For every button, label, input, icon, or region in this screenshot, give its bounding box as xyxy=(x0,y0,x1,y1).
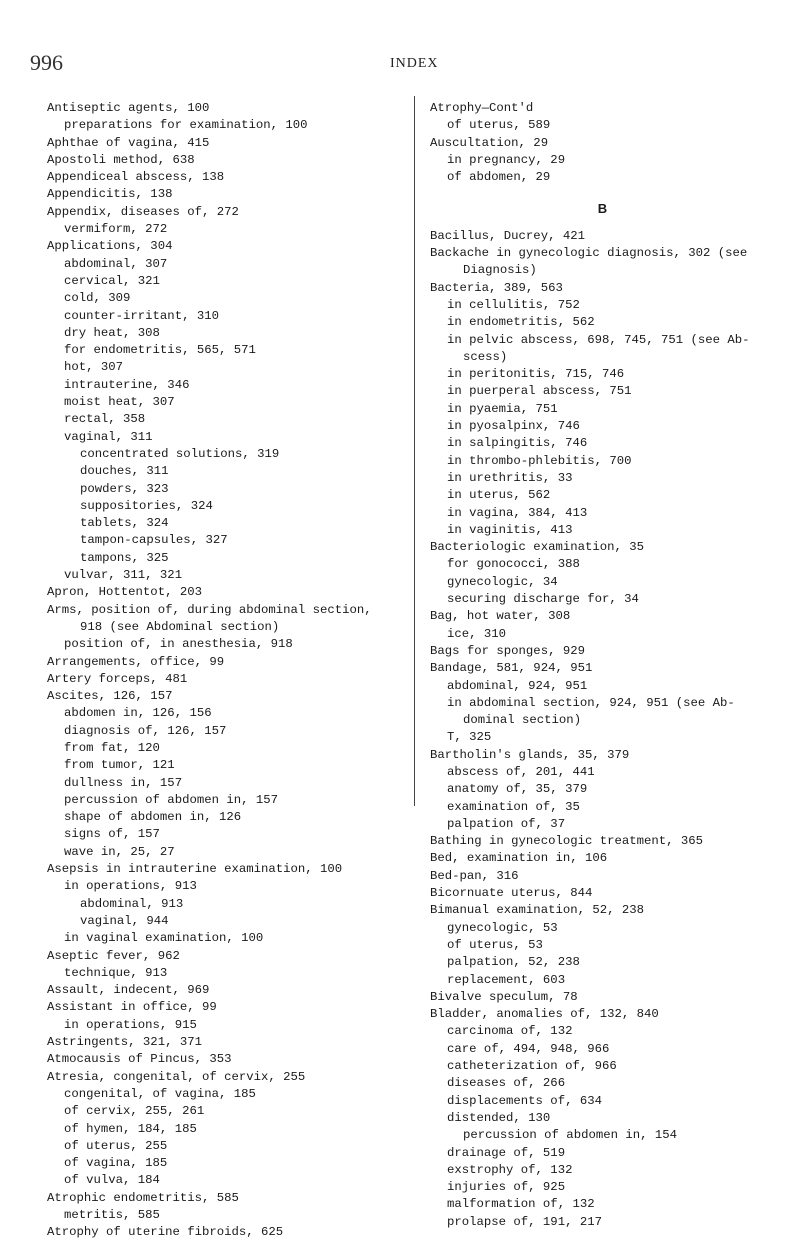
index-entry: Bacillus, Ducrey, 421 xyxy=(430,228,585,243)
index-entry: Bags for sponges, 929 xyxy=(430,643,585,658)
index-subentry: of vagina, 185 xyxy=(64,1156,168,1171)
index-subentry: palpation of, 37 xyxy=(447,816,566,831)
index-subentry: in thrombo-phlebitis, 700 xyxy=(447,453,632,468)
index-subentry: from tumor, 121 xyxy=(64,758,175,773)
index-entry: Bag, hot water, 308 xyxy=(430,609,571,624)
index-subentry: dullness in, 157 xyxy=(64,775,183,790)
index-subentry: dominal section) xyxy=(463,713,582,728)
index-subentry: drainage of, 519 xyxy=(447,1145,566,1160)
index-subentry: in pyosalpinx, 746 xyxy=(447,419,580,434)
index-subentry: in puerperal abscess, 751 xyxy=(447,384,632,399)
index-subentry: in salpingitis, 746 xyxy=(447,436,588,451)
index-subentry: dry heat, 308 xyxy=(64,325,160,340)
index-entry: Atrophy—Cont'd xyxy=(430,101,534,115)
index-subentry: of uterus, 589 xyxy=(447,118,551,133)
index-subentry: Diagnosis) xyxy=(463,263,537,278)
index-entry: Bacteriologic examination, 35 xyxy=(430,540,645,555)
index-subentry: distended, 130 xyxy=(447,1110,551,1125)
index-subentry: in pyaemia, 751 xyxy=(447,401,558,416)
index-entry: Apostoli method, 638 xyxy=(47,152,195,167)
index-subentry: cold, 309 xyxy=(64,291,131,306)
index-subentry: in pregnancy, 29 xyxy=(447,152,566,167)
index-entry: Astringents, 321, 371 xyxy=(47,1035,202,1050)
index-subentry: injuries of, 925 xyxy=(447,1180,566,1195)
index-entry: Assistant in office, 99 xyxy=(47,1000,217,1015)
index-entry: Artery forceps, 481 xyxy=(47,671,188,686)
index-subentry: replacement, 603 xyxy=(447,972,566,987)
index-entry: Applications, 304 xyxy=(47,239,173,254)
index-subentry: abdomen in, 126, 156 xyxy=(64,706,212,721)
index-subentry: anatomy of, 35, 379 xyxy=(447,782,588,797)
index-subentry: in operations, 915 xyxy=(64,1017,197,1032)
index-subentry: palpation, 52, 238 xyxy=(447,955,580,970)
index-subentry: abdominal, 307 xyxy=(64,256,168,271)
index-subentry: suppositories, 324 xyxy=(80,498,213,513)
index-subentry: percussion of abdomen in, 154 xyxy=(463,1128,678,1143)
index-entry: Appendix, diseases of, 272 xyxy=(47,204,239,219)
index-subentry: douches, 311 xyxy=(80,464,169,479)
index-subentry: of uterus, 255 xyxy=(64,1138,168,1153)
index-subentry: prolapse of, 191, 217 xyxy=(447,1214,602,1229)
index-entry: Bandage, 581, 924, 951 xyxy=(430,661,593,676)
index-subentry: in peritonitis, 715, 746 xyxy=(447,367,625,382)
index-subentry: tampon-capsules, 327 xyxy=(80,533,228,548)
index-subentry: hot, 307 xyxy=(64,360,124,375)
index-entry: Bimanual examination, 52, 238 xyxy=(430,903,645,918)
index-subentry: powders, 323 xyxy=(80,481,169,496)
index-subentry: ice, 310 xyxy=(447,626,507,641)
index-entry: Bacteria, 389, 563 xyxy=(430,280,563,295)
index-subentry: in abdominal section, 924, 951 (see Ab- xyxy=(447,695,735,710)
index-entry: Bed, examination in, 106 xyxy=(430,851,608,866)
index-entry: Bicornuate uterus, 844 xyxy=(430,886,593,901)
index-subentry: care of, 494, 948, 966 xyxy=(447,1041,610,1056)
index-subentry: abdominal, 913 xyxy=(80,896,184,911)
index-entry: Bartholin's glands, 35, 379 xyxy=(430,747,630,762)
index-subentry: shape of abdomen in, 126 xyxy=(64,810,242,825)
running-head: INDEX xyxy=(390,56,439,71)
index-subentry: vaginal, 944 xyxy=(80,913,169,928)
index-subentry: securing discharge for, 34 xyxy=(447,592,639,607)
index-subentry: signs of, 157 xyxy=(64,827,160,842)
index-subentry: technique, 913 xyxy=(64,965,168,980)
column-divider xyxy=(414,96,415,806)
index-subentry: abdominal, 924, 951 xyxy=(447,678,588,693)
index-subentry: percussion of abdomen in, 157 xyxy=(64,792,279,807)
index-entry: Aphthae of vagina, 415 xyxy=(47,135,210,150)
index-column-left xyxy=(47,100,402,1242)
index-entry: Antiseptic agents, 100 xyxy=(47,101,210,115)
index-entry: Bed-pan, 316 xyxy=(430,868,519,883)
index-subentry: diseases of, 266 xyxy=(447,1076,566,1091)
index-subentry: for endometritis, 565, 571 xyxy=(64,343,256,358)
index-entry: Aseptic fever, 962 xyxy=(47,948,180,963)
index-subentry: of abdomen, 29 xyxy=(447,170,551,185)
index-entry: Ascites, 126, 157 xyxy=(47,689,173,704)
index-subentry: of hymen, 184, 185 xyxy=(64,1121,197,1136)
index-entry: Atresia, congenital, of cervix, 255 xyxy=(47,1069,306,1084)
index-subentry: vulvar, 311, 321 xyxy=(64,568,183,583)
index-subentry: diagnosis of, 126, 157 xyxy=(64,723,227,738)
index-subentry: of vulva, 184 xyxy=(64,1173,160,1188)
index-entry: Appendicitis, 138 xyxy=(47,187,173,202)
index-subentry: from fat, 120 xyxy=(64,740,160,755)
index-subentry: tampons, 325 xyxy=(80,550,169,565)
index-subentry: tablets, 324 xyxy=(80,516,169,531)
index-subentry: in pelvic abscess, 698, 745, 751 (see Ab- xyxy=(447,332,750,347)
index-subentry: in operations, 913 xyxy=(64,879,197,894)
index-subentry: abscess of, 201, 441 xyxy=(447,764,595,779)
index-subentry: congenital, of vagina, 185 xyxy=(64,1086,256,1101)
index-entry: Asepsis in intrauterine examination, 100 xyxy=(47,862,343,877)
index-subentry: T, 325 xyxy=(447,730,492,745)
index-subentry: vermiform, 272 xyxy=(64,222,168,237)
index-subentry: preparations for examination, 100 xyxy=(64,118,308,133)
index-subentry: in cellulitis, 752 xyxy=(447,297,580,312)
index-entry: Backache in gynecologic diagnosis, 302 (see xyxy=(430,246,748,261)
index-group-atrophy-cont xyxy=(430,100,775,186)
index-subentry: carcinoma of, 132 xyxy=(447,1024,573,1039)
index-subentry: vaginal, 311 xyxy=(64,429,153,444)
index-subentry: concentrated solutions, 319 xyxy=(80,446,280,461)
index-subentry: malformation of, 132 xyxy=(447,1197,595,1212)
index-subentry: exstrophy of, 132 xyxy=(447,1162,573,1177)
index-subentry: scess) xyxy=(463,349,508,364)
index-entry: Bathing in gynecologic treatment, 365 xyxy=(430,834,704,849)
index-subentry: position of, in anesthesia, 918 xyxy=(64,637,293,652)
index-entry: Bladder, anomalies of, 132, 840 xyxy=(430,1007,659,1022)
index-subentry: metritis, 585 xyxy=(64,1208,160,1222)
index-subentry: intrauterine, 346 xyxy=(64,377,190,392)
index-entry: Appendiceal abscess, 138 xyxy=(47,170,225,185)
index-subentry: gynecologic, 53 xyxy=(447,920,558,935)
index-entry: Assault, indecent, 969 xyxy=(47,983,210,998)
index-subentry: 918 (see Abdominal section) xyxy=(80,619,280,634)
index-subentry: moist heat, 307 xyxy=(64,395,175,410)
index-subentry: rectal, 358 xyxy=(64,412,146,427)
index-subentry: catheterization of, 966 xyxy=(447,1059,617,1074)
index-subentry: of cervix, 255, 261 xyxy=(64,1104,205,1119)
index-subentry: for gonococci, 388 xyxy=(447,557,580,572)
index-subentry: in vaginal examination, 100 xyxy=(64,931,264,946)
index-subentry: in vagina, 384, 413 xyxy=(447,505,588,520)
index-subentry: examination of, 35 xyxy=(447,799,580,814)
index-subentry: in urethritis, 33 xyxy=(447,470,573,485)
index-subentry: in vaginitis, 413 xyxy=(447,522,573,537)
index-subentry: of uterus, 53 xyxy=(447,937,543,952)
index-subentry: gynecologic, 34 xyxy=(447,574,558,589)
index-entry: Apron, Hottentot, 203 xyxy=(47,585,202,600)
index-entry: Auscultation, 29 xyxy=(430,135,549,150)
index-subentry: wave in, 25, 27 xyxy=(64,844,175,859)
index-entry: Atrophic endometritis, 585 xyxy=(47,1190,239,1205)
index-entry: Arms, position of, during abdominal section, xyxy=(47,602,372,617)
index-entry: Bivalve speculum, 78 xyxy=(430,989,578,1004)
index-entry: Atmocausis of Pincus, 353 xyxy=(47,1052,232,1067)
index-subentry: cervical, 321 xyxy=(64,273,160,288)
index-column-right xyxy=(430,100,775,1231)
index-subentry: in uterus, 562 xyxy=(447,488,551,503)
page-number: 996 xyxy=(30,50,63,75)
index-subentry: displacements of, 634 xyxy=(447,1093,602,1108)
index-subentry: counter-irritant, 310 xyxy=(64,308,219,323)
index-group-b xyxy=(430,228,775,1231)
section-letter: B xyxy=(597,201,608,217)
index-subentry: in endometritis, 562 xyxy=(447,315,595,330)
index-entry: Atrophy of uterine fibroids, 625 xyxy=(47,1225,284,1240)
index-entry: Arrangements, office, 99 xyxy=(47,654,225,669)
